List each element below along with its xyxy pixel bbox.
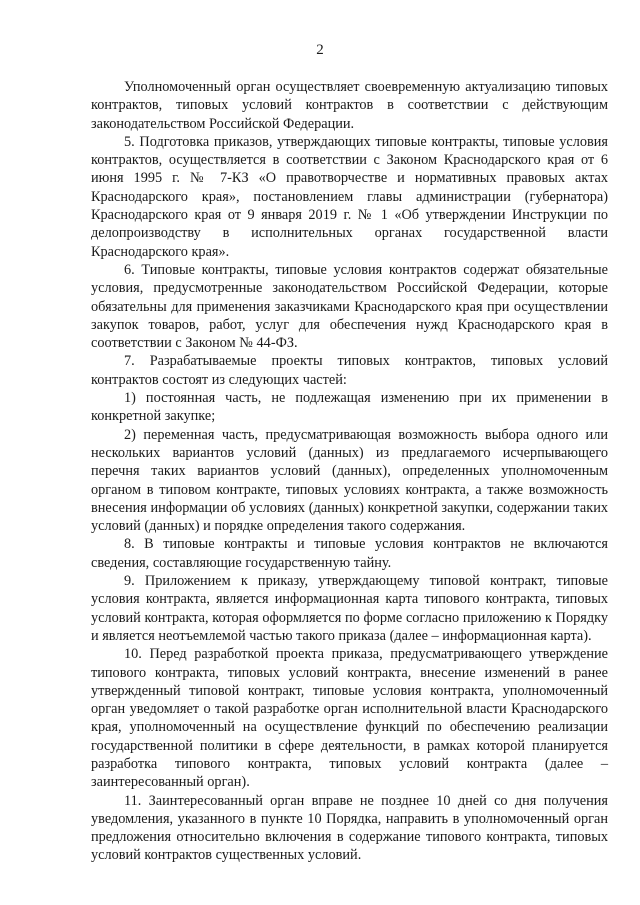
paragraph-9: 9. Приложением к приказу, утверждающему типовой контракт, типовые условия контракта, является информационная карта типового контракта, типовых условий контракта, которая оформляется по форме согласно приложению к Порядку и является неотъемлемой частью такого приказа (далее – информационная карта). (91, 573, 608, 644)
paragraph-7-item-1: 1) постоянная часть, не подлежащая изменению при их применении в конкретной закупке; (91, 390, 608, 425)
page-number: 2 (316, 42, 324, 58)
paragraph-7-item-2: 2) переменная часть, предусматривающая возможность выбора одного или нескольких вариантов условий (данных) из предлагаемого исчерпывающего перечня таких вариантов условий (данных), определенных уполномоченным органом в типовом контракте, типовых условиях контракта, а также возможность внесения информации об условиях (данных) конкретной закупки, содержании таких условий (данных) и порядке определения такого содержания. (91, 426, 608, 535)
paragraph-5: 5. Подготовка приказов, утверждающих типовые контракты, типовые условия контрактов, осуществляется в соответствии с Законом Краснодарского края от 6 июня 1995 г. № 7-КЗ «О правотворчестве и нормативных правовых актах Краснодарского края», постановлением главы администрации (губернатора) Краснодарского края от 9 января 2019 г. № 1 «Об утверждении Инструкции по делопроизводству в исполнительных органах государственной власти Краснодарского края». (91, 133, 608, 260)
paragraph-6: 6. Типовые контракты, типовые условия контрактов содержат обязательные условия, предусмотренные законодательством Российской Федерации, которые обязательны для применения заказчиками Краснодарского края при осуществлении закупок товаров, работ, услуг для обеспечения нужд Краснодарского края в соответствии с Законом № 44-ФЗ. (91, 261, 608, 352)
paragraph-11: 11. Заинтересованный орган вправе не позднее 10 дней со дня получения уведомления, указанного в пункте 10 Порядка, направить в уполномоченный орган предложения относительно включения в содержание типового контракта, типовых условий контрактов существенных условий. (91, 792, 608, 864)
paragraph-10: 10. Перед разработкой проекта приказа, предусматривающего утверждение типового контракта, типовых условий контракта, внесение изменений в ранее утвержденный типовой контракт, типовые условия контракта, уполномоченный орган уведомляет о такой разработке орган исполнительной власти Краснодарского края, уполномоченный на осуществление функций по обеспечению реализации государственной политики в сфере деятельности, в рамках которой планируется разработка типового контракта, типовых условий контракта (далее – заинтересованный орган). (91, 646, 608, 791)
paragraph-actualization: Уполномоченный орган осуществляет своевременную актуализацию типовых контрактов, типовых условий контрактов в соответствии с действующим законодательством Российской Федерации. (91, 79, 608, 132)
paragraph-7: 7. Разрабатываемые проекты типовых контрактов, типовых условий контрактов состоят из следующих частей: (91, 353, 608, 388)
paragraph-8: 8. В типовые контракты и типовые условия контрактов не включаются сведения, составляющие государственную тайну. (91, 536, 608, 571)
document-body (91, 78, 608, 865)
